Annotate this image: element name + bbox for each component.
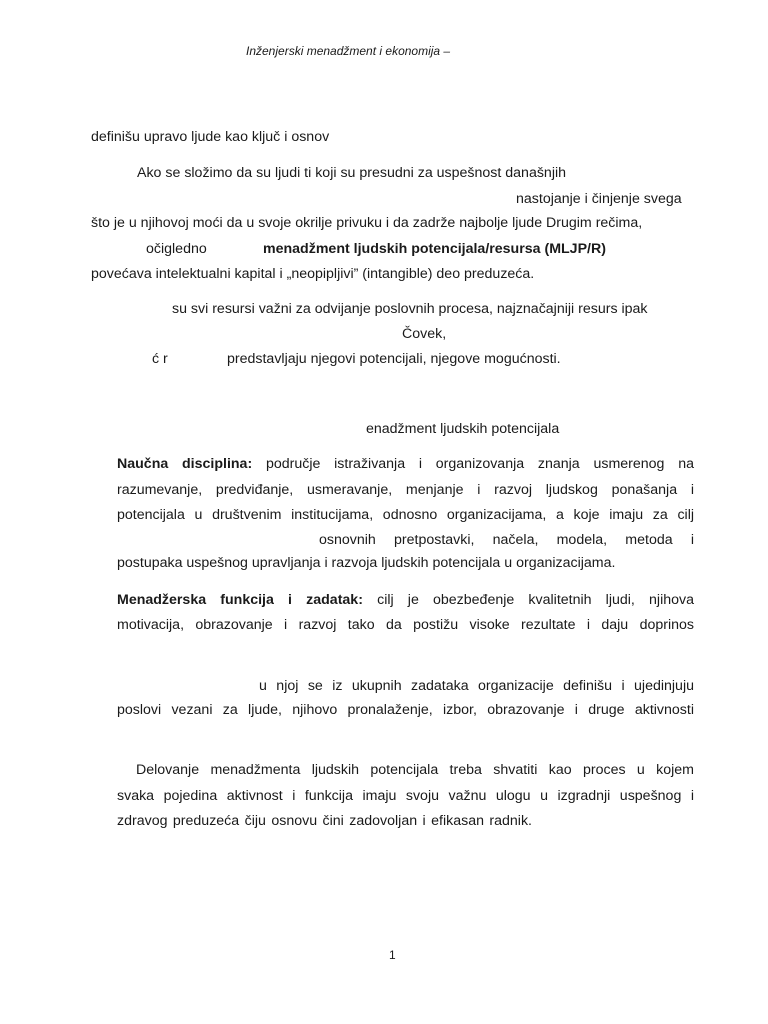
running-header: Inženjerski menadžment i ekonomija – [246, 44, 451, 58]
text-line: motivacija, obrazovanje i razvoj tako da postižu visoke rezultate i daju doprinos [117, 617, 694, 633]
text-line: u njoj se iz ukupnih zadataka organizacije definišu i ujedinjuju [259, 678, 694, 694]
text-line: Ako se složimo da su ljudi ti koji su presudni za uspešnost današnjih [137, 165, 567, 181]
text-line: predstavljaju njegovi potencijali, njegove mogućnosti. [227, 351, 561, 367]
text-line: očigledno [146, 241, 207, 257]
text-line: potencijala u društvenim institucijama, odnosno organizacijama, a koje imaju za cilj [117, 507, 694, 523]
text-line: Delovanje menadžmenta ljudskih potencijala treba shvatiti kao proces u kojem [136, 762, 694, 778]
text-line: postupaka uspešnog upravljanja i razvoja ljudskih potencijala u organizacijama. [117, 555, 616, 571]
text-line: poslovi vezani za ljude, njihovo pronalaženje, izbor, obrazovanje i druge aktivnosti [117, 702, 694, 718]
text-line: povećava intelektualni kapital i „neopipljivi” (intangible) deo preduzeća. [91, 266, 535, 282]
text-line: razumevanje, predviđanje, usmeravanje, menjanje i razvoj ljudskog ponašanja i [117, 482, 694, 498]
bold-term-text: menadžment ljudskih potencijala/resursa (MLJP/R) [263, 241, 606, 257]
page-number: 1 [389, 948, 396, 962]
text-line: Čovek, [402, 326, 447, 342]
text-line: svaka pojedina aktivnost i funkcija imaju svoju važnu ulogu u izgradnji uspešnog i [117, 788, 694, 804]
text-line: zdravog preduzeća čiju osnovu čini zadovoljan i efikasan radnik. [117, 813, 532, 829]
definition-label: Naučna disciplina: [117, 456, 253, 472]
section-heading: enadžment ljudskih potencijala [366, 421, 560, 437]
definition-text: područje istraživanja i organizovanja znanja usmerenog na [265, 456, 694, 472]
text-line: definišu upravo ljude kao ključ i osnov [91, 129, 330, 145]
definition-line [117, 591, 694, 609]
definition-label: Menadžerska funkcija i zadatak: [117, 592, 363, 608]
text-line: osnovnih pretpostavki, načela, modela, metoda i [319, 532, 694, 548]
text-line: nastojanje i činjenje svega [516, 191, 682, 207]
bold-term [263, 240, 606, 258]
text-line: što je u njihovoj moći da u svoje okrilje privuku i da zadrže najbolje ljude Drugim rečima, [91, 215, 643, 231]
definition-line [117, 455, 694, 473]
definition-text: cilj je obezbeđenje kvalitetnih ljudi, njihova [377, 592, 694, 608]
text-line: ć r [152, 351, 168, 367]
text-line: su svi resursi važni za odvijanje poslovnih procesa, najznačajniji resurs ipak [172, 301, 648, 317]
